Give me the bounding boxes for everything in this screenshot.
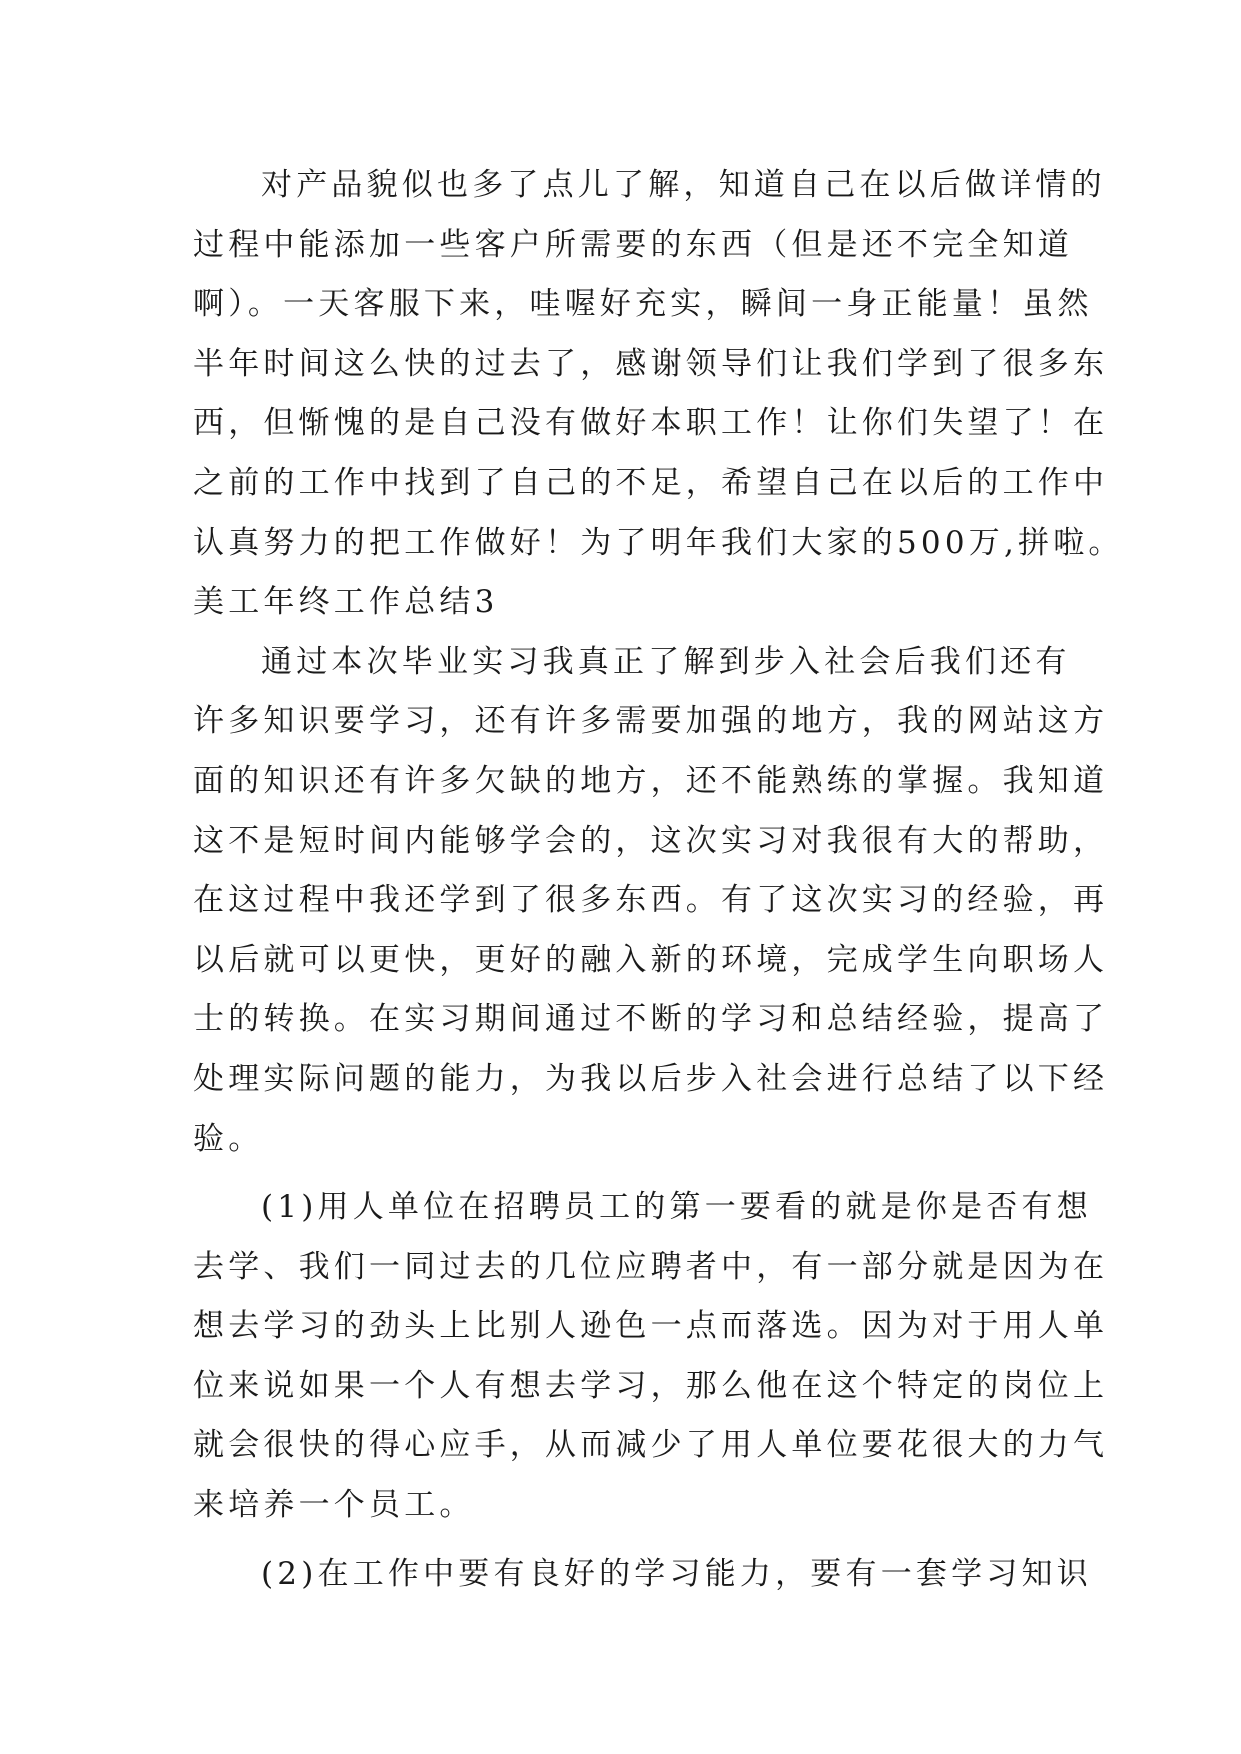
paragraph-line: 啊）。一天客服下来，哇喔好充实，瞬间一身正能量！虽然 bbox=[193, 286, 1093, 323]
paragraph-line: 以后就可以更快，更好的融入新的环境，完成学生向职场人 bbox=[193, 941, 1109, 978]
paragraph-line: 西，但惭愧的是自己没有做好本职工作！让你们失望了！在 bbox=[193, 405, 1109, 442]
paragraph-line: 处理实际问题的能力，为我以后步入社会进行总结了以下经 bbox=[193, 1060, 1109, 1097]
document-body bbox=[193, 156, 1124, 1604]
section-heading: 美工年终工作总结3 bbox=[193, 584, 499, 621]
paragraph-line: 半年时间这么快的过去了，感谢领导们让我们学到了很多东 bbox=[193, 345, 1109, 382]
paragraph-line: 想去学习的劲头上比别人逊色一点而落选。因为对于用人单 bbox=[193, 1308, 1109, 1345]
paragraph-line: 对产品貌似也多了点儿了解，知道自己在以后做详情的 bbox=[261, 167, 1106, 203]
paragraph-line: 过程中能添加一些客户所需要的东西（但是还不完全知道 bbox=[193, 226, 1073, 263]
paragraph-line: 位来说如果一个人有想去学习，那么他在这个特定的岗位上 bbox=[193, 1367, 1109, 1404]
paragraph-line: 去学、我们一同过去的几位应聘者中，有一部分就是因为在 bbox=[193, 1248, 1109, 1285]
paragraph-line: 验。 bbox=[193, 1120, 264, 1157]
paragraph-line: 之前的工作中找到了自己的不足，希望自己在以后的工作中 bbox=[193, 464, 1109, 501]
paragraph-line: 这不是短时间内能够学会的，这次实习对我很有大的帮助， bbox=[193, 822, 1109, 859]
paragraph-line: 许多知识要学习，还有许多需要加强的地方，我的网站这方 bbox=[193, 703, 1109, 740]
paragraph-line: 认真努力的把工作做好！为了明年我们大家的500万,拼啦。 bbox=[193, 524, 1124, 561]
paragraph-line: (2)在工作中要有良好的学习能力，要有一套学习知识 bbox=[261, 1555, 1092, 1592]
paragraph-line: (1)用人单位在招聘员工的第一要看的就是你是否有想 bbox=[261, 1189, 1092, 1226]
paragraph-line: 就会很快的得心应手，从而减少了用人单位要花很大的力气 bbox=[193, 1427, 1109, 1464]
paragraph-line: 来培养一个员工。 bbox=[193, 1487, 475, 1524]
paragraph-line: 面的知识还有许多欠缺的地方，还不能熟练的掌握。我知道 bbox=[193, 762, 1109, 799]
paragraph-line: 士的转换。在实习期间通过不断的学习和总结经验，提高了 bbox=[193, 1001, 1109, 1038]
paragraph-line: 在这过程中我还学到了很多东西。有了这次实习的经验，再 bbox=[193, 882, 1109, 919]
paragraph-line: 通过本次毕业实习我真正了解到步入社会后我们还有 bbox=[261, 643, 1071, 680]
